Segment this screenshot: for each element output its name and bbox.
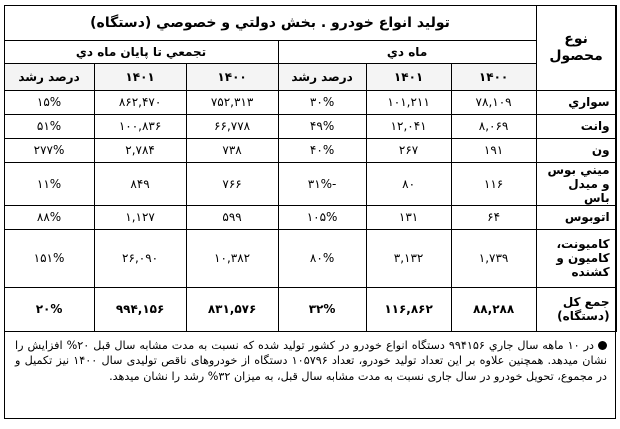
cell-month-1401: ۱۰۱,۲۱۱ [366,90,451,114]
cell-cumulative-1401: ۸۴۹ [94,162,186,205]
subheader-month-growth: درصد رشد [278,63,366,90]
table-row [4,114,616,138]
cell-cumulative-1401: ۱۰۰,۸۳۶ [94,114,186,138]
cell-month-growth: ۱۰۵% [278,205,366,229]
row-label: كاميونت، كاميون و كشنده [536,229,616,287]
cell-month-1401: ۱۳۱ [366,205,451,229]
total-month-growth: ۳۲% [278,287,366,331]
cell-cumulative-1400: ۱۰,۳۸۲ [186,229,278,287]
cell-cumulative-1401: ۲۶,۰۹۰ [94,229,186,287]
cell-month-1401: ۸۰ [366,162,451,205]
cell-cumulative-growth: ۵۱% [4,114,94,138]
table-title: تولید انواع خودرو . بخش دولتي و خصوصي (دستگاه) [4,5,536,40]
cell-cumulative-1400: ۷۵۲,۳۱۳ [186,90,278,114]
cell-month-growth: ۳۰% [278,90,366,114]
cell-month-growth: ۴۹% [278,114,366,138]
cell-month-growth: ۴۰% [278,138,366,162]
cell-cumulative-1401: ۲,۷۸۴ [94,138,186,162]
row-label: ون [536,138,616,162]
cell-month-growth: -۳۱% [278,162,366,205]
cell-month-1400: ۸,۰۶۹ [451,114,536,138]
total-cumulative-1401: ۹۹۴,۱۵۶ [94,287,186,331]
cell-cumulative-1400: ۵۹۹ [186,205,278,229]
row-label: سواري [536,90,616,114]
cell-month-growth: ۸۰% [278,229,366,287]
table-row [4,162,616,205]
cell-cumulative-growth: ۸۸% [4,205,94,229]
subheader-month-1401: ۱۴۰۱ [366,63,451,90]
subheader-cumulative-growth: درصد رشد [4,63,94,90]
cell-cumulative-growth: ۲۷۷% [4,138,94,162]
cell-cumulative-growth: ۱۵% [4,90,94,114]
subheader-cumulative-1400: ۱۴۰۰ [186,63,278,90]
group-header-month: ماه دي [278,40,536,63]
bullet-icon [598,341,607,350]
row-label: وانت [536,114,616,138]
group-header-cumulative: تجمعي تا پايان ماه دي [4,40,278,63]
production-table [4,5,617,332]
subheader-month-1400: ۱۴۰۰ [451,63,536,90]
cell-month-1400: ۱۱۶ [451,162,536,205]
cell-month-1400: ۶۴ [451,205,536,229]
cell-cumulative-1401: ۱,۱۲۷ [94,205,186,229]
table-row [4,90,616,114]
total-cumulative-1400: ۸۳۱,۵۷۶ [186,287,278,331]
table-row [4,229,616,287]
total-month-1400: ۸۸,۲۸۸ [451,287,536,331]
table-row [4,138,616,162]
total-cumulative-growth: ۲۰% [4,287,94,331]
row-label: اتوبوس [536,205,616,229]
footnote-text: در ۱۰ ماهه سال جاري ۹۹۴۱۵۶ دستگاه انواع خودرو در کشور تولید شده که نسبت به مدت مشابه سال قبل ۲۰% افزایش را نشان میدهد. همچنین علاوه بر این تعداد تولید خودرو، تعداد ۱۰۵۷۹۶ دستگاه از خودروهای ناقص تولیدی سال ۱۴۰۰ نیز تکمیل و در مجموع، تحویل خودرو در سال جاری نسبت به مدت مشابه سال قبل، به میزان ۳۲% رشد را نشان میدهد. [15,338,608,383]
cell-cumulative-1400: ۷۶۶ [186,162,278,205]
total-month-1401: ۱۱۶,۸۶۲ [366,287,451,331]
cell-month-1400: ۱۹۱ [451,138,536,162]
row-label: ميني بوس و ميدل باس [536,162,616,205]
footnote-paragraph [5,332,615,428]
total-label: جمع كل (دستگاه) [536,287,616,331]
cell-cumulative-1401: ۸۶۲,۴۷۰ [94,90,186,114]
cell-cumulative-1400: ۶۶,۷۷۸ [186,114,278,138]
cell-month-1400: ۷۸,۱۰۹ [451,90,536,114]
product-type-header: نوع محصول [536,5,616,90]
cell-cumulative-growth: ۱۵۱% [4,229,94,287]
table-row [4,205,616,229]
cell-month-1400: ۱,۷۳۹ [451,229,536,287]
cell-month-1401: ۳,۱۳۲ [366,229,451,287]
cell-cumulative-growth: ۱۱% [4,162,94,205]
cell-month-1401: ۱۲,۰۴۱ [366,114,451,138]
cell-month-1401: ۲۶۷ [366,138,451,162]
subheader-cumulative-1401: ۱۴۰۱ [94,63,186,90]
cell-cumulative-1400: ۷۳۸ [186,138,278,162]
report-panel [4,5,616,419]
total-row [4,287,616,331]
